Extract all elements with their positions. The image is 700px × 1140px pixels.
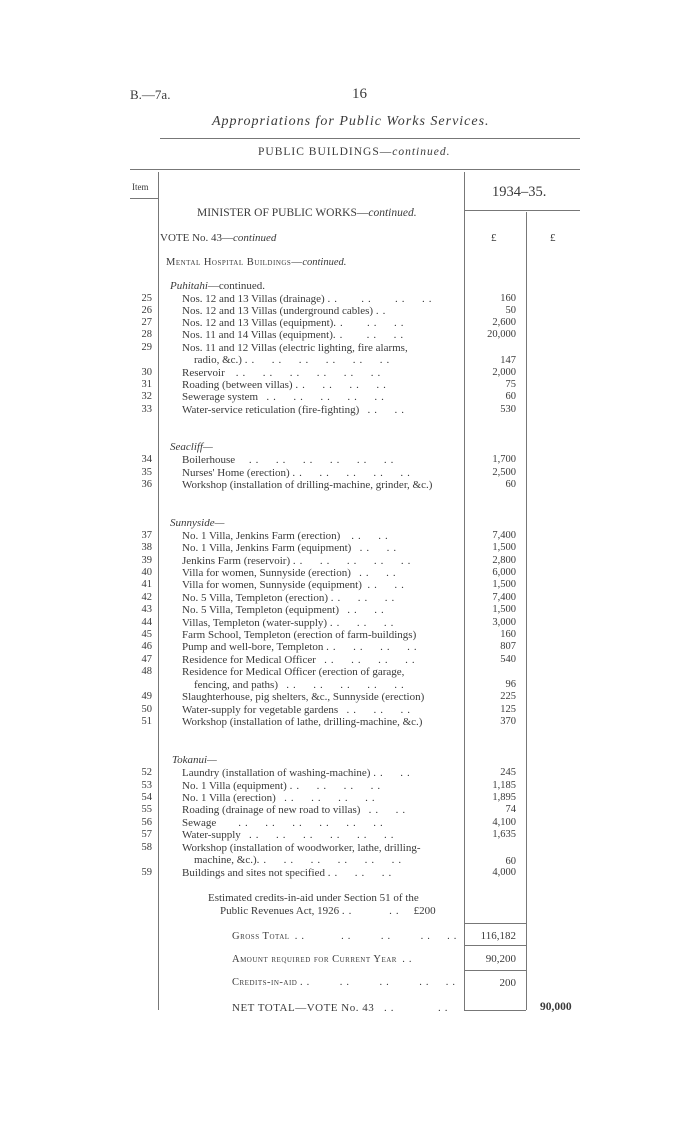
item-description: Slaughterhouse, pig shelters, &c., Sunnyside (erection) [182, 691, 425, 703]
item-number: 49 [141, 691, 152, 702]
item-description: Farm School, Templeton (erection of farm-buildings) [182, 629, 417, 641]
item-amount: 530 [500, 404, 516, 415]
amount-column-right-rule [526, 212, 527, 1010]
currency-symbol-1: £ [491, 232, 497, 244]
credits-row: Credits-in-aid .. .. .. .. .. [232, 977, 459, 988]
item-amount: 60 [505, 856, 516, 867]
item-number: 25 [141, 293, 152, 304]
puhitahi-heading-suffix: —continued. [207, 280, 266, 292]
item-description: Water-supply for vegetable gardens .. .. .. [182, 704, 414, 716]
item-description: Sewerage system .. .. .. .. .. [182, 391, 388, 403]
item-amount: 1,500 [492, 579, 516, 590]
item-amount: 160 [500, 629, 516, 640]
item-description: Residence for Medical Officer .. .. .. .. [182, 654, 419, 666]
item-number: 54 [141, 792, 152, 803]
item-number: 42 [141, 592, 152, 603]
item-number: 43 [141, 604, 152, 615]
group-heading-seacliff: Seacliff— [170, 441, 213, 453]
item-number: 38 [141, 542, 152, 553]
net-total-row: NET TOTAL—VOTE No. 43 .. .. [232, 1002, 452, 1014]
group-heading-puhitahi [170, 280, 265, 292]
item-description: Villa for women, Sunnyside (equipment) .. .. [182, 579, 408, 591]
item-description: Residence for Medical Officer (erection of garage, [182, 666, 405, 678]
item-amount: 60 [505, 479, 516, 490]
item-number: 39 [141, 555, 152, 566]
item-amount: 96 [505, 679, 516, 690]
item-amount: 1,500 [492, 542, 516, 553]
credits-amount: 200 [499, 977, 516, 989]
item-number: 33 [141, 404, 152, 415]
item-number: 53 [141, 780, 152, 791]
credits-note-line-1: Estimated credits-in-aid under Section 51 of the [208, 892, 419, 904]
item-amount: 147 [500, 355, 516, 366]
page-title: Appropriations for Public Works Services. [212, 114, 490, 129]
credits-note-amount: £200 [413, 905, 436, 917]
item-description-continued: radio, &c.) .. .. .. .. .. .. [194, 354, 394, 366]
group-heading-tokanui: Tokanui— [172, 754, 217, 766]
item-amount: 807 [500, 641, 516, 652]
year-header-rule [464, 210, 580, 211]
item-amount: 370 [500, 716, 516, 727]
item-description: Nos. 12 and 13 Villas (underground cables) .. [182, 305, 390, 317]
document-code: B.—7a. [130, 87, 171, 102]
item-amount: 7,400 [492, 530, 516, 541]
net-total-amount: 90,000 [540, 1001, 572, 1013]
item-description: Reservoir .. .. .. .. .. .. [182, 367, 385, 379]
item-description: Nos. 12 and 13 Villas (equipment).. .. .. [182, 317, 408, 329]
item-number: 27 [141, 317, 152, 328]
item-amount: 6,000 [492, 567, 516, 578]
item-number: 58 [141, 842, 152, 853]
item-number: 41 [141, 579, 152, 590]
item-number: 30 [141, 367, 152, 378]
item-description: No. 5 Villa, Templeton (erection) .. .. .. [182, 592, 399, 604]
item-amount: 2,500 [492, 467, 516, 478]
item-number: 34 [141, 454, 152, 465]
item-amount: 245 [500, 767, 516, 778]
section-continued: continued. [302, 257, 347, 268]
item-number: 57 [141, 829, 152, 840]
item-description: Workshop (installation of drilling-machine, grinder, &c.) [182, 479, 433, 491]
item-description: Villas, Templeton (water-supply) .. .. .. [182, 617, 398, 629]
item-number: 35 [141, 467, 152, 478]
item-number: 45 [141, 629, 152, 640]
group-heading-sunnyside: Sunnyside— [170, 517, 225, 529]
item-number: 40 [141, 567, 152, 578]
item-amount: 2,800 [492, 555, 516, 566]
vote-heading [160, 232, 276, 244]
item-amount: 1,895 [492, 792, 516, 803]
item-amount: 1,635 [492, 829, 516, 840]
item-description: Workshop (installation of woodworker, lathe, drilling- [182, 842, 421, 854]
item-number: 44 [141, 617, 152, 628]
item-number: 56 [141, 817, 152, 828]
item-amount: 3,000 [492, 617, 516, 628]
item-description: No. 1 Villa (equipment) .. .. .. .. [182, 780, 385, 792]
item-number: 51 [141, 716, 152, 727]
year-column-header: 1934–35. [492, 184, 547, 200]
item-amount: 125 [500, 704, 516, 715]
item-description: Pump and well-bore, Templeton .. .. .. .. [182, 641, 421, 653]
item-amount: 225 [500, 691, 516, 702]
ministry-heading [197, 207, 417, 219]
item-description-continued: machine, &c.).. .. .. .. .. .. [194, 854, 406, 866]
item-amount: 2,000 [492, 367, 516, 378]
item-description: Jenkins Farm (reservoir) .. .. .. .. .. [182, 555, 415, 567]
item-number: 28 [141, 329, 152, 340]
item-description: Nos. 12 and 13 Villas (drainage) .. .. .. .. [182, 293, 436, 305]
credits-note-act: Public Revenues Act, 1926 [220, 905, 340, 917]
item-number: 50 [141, 704, 152, 715]
item-column-header: Item [132, 182, 149, 192]
item-description: No. 1 Villa, Jenkins Farm (equipment) .. .. [182, 542, 401, 554]
page-number: 16 [352, 86, 367, 102]
item-description: Workshop (installation of lathe, drilling-machine, &c.) [182, 716, 423, 728]
item-amount: 4,000 [492, 867, 516, 878]
credits-label: Credits-in-aid [232, 977, 298, 988]
item-number: 47 [141, 654, 152, 665]
item-amount: 1,500 [492, 604, 516, 615]
item-description: Sewage .. .. .. .. .. .. [182, 817, 387, 829]
item-number: 59 [141, 867, 152, 878]
item-description: Water-service reticulation (fire-fighting) .. .. [182, 404, 409, 416]
item-amount: 75 [505, 379, 516, 390]
item-amount: 20,000 [487, 329, 516, 340]
ministry-main: MINISTER OF PUBLIC WORKS— [197, 207, 369, 219]
item-description: No. 1 Villa, Jenkins Farm (erection) .. .. [182, 530, 392, 542]
item-number: 32 [141, 391, 152, 402]
item-description: Water-supply .. .. .. .. .. .. [182, 829, 398, 841]
item-description: Buildings and sites not specified .. .. .. [182, 867, 396, 879]
currency-symbol-2: £ [550, 232, 556, 244]
vote-main: VOTE No. 43— [160, 232, 234, 244]
item-description: No. 5 Villa, Templeton (equipment) .. .. [182, 604, 388, 616]
item-amount: 4,100 [492, 817, 516, 828]
item-amount: 2,600 [492, 317, 516, 328]
item-amount: 74 [505, 804, 516, 815]
net-total-label: NET TOTAL—VOTE No. 43 [232, 1002, 375, 1014]
item-number: 31 [141, 379, 152, 390]
item-number: 52 [141, 767, 152, 778]
item-description: Nurses' Home (erection) .. .. .. .. .. [182, 467, 414, 479]
item-number: 55 [141, 804, 152, 815]
item-amount: 540 [500, 654, 516, 665]
section-heading [166, 257, 346, 268]
item-header-rule [130, 198, 158, 199]
item-number: 37 [141, 530, 152, 541]
section-main: Mental Hospital Buildings— [166, 257, 303, 268]
item-description: No. 1 Villa (erection) .. .. .. .. [182, 792, 379, 804]
item-number: 29 [141, 342, 152, 353]
subtitle-main: PUBLIC BUILDINGS— [258, 146, 393, 158]
page-subtitle [258, 146, 450, 158]
puhitahi-heading-name: Puhitahi [170, 280, 208, 292]
item-number: 46 [141, 641, 152, 652]
net-total-rule [464, 1010, 526, 1011]
item-amount: 60 [505, 391, 516, 402]
current-year-row: Amount required for Current Year .. [232, 954, 416, 965]
vote-continued: continued [233, 232, 277, 244]
subtitle-continued: continued. [392, 146, 451, 158]
item-description-continued: fencing, and paths) .. .. .. .. .. [194, 679, 408, 691]
item-amount: 1,185 [492, 780, 516, 791]
item-description: Roading (between villas) .. .. .. .. [182, 379, 390, 391]
credits-note-line-2: Public Revenues Act, 1926 .. .. £200 [220, 905, 436, 917]
item-number: 36 [141, 479, 152, 490]
item-description: Roading (drainage of new road to villas) .. .. [182, 804, 410, 816]
gross-total-top-rule [464, 923, 526, 924]
item-amount: 7,400 [492, 592, 516, 603]
item-amount: 160 [500, 293, 516, 304]
gross-total-label: Gross Total [232, 931, 290, 942]
item-description: Nos. 11 and 14 Villas (equipment).. .. .. [182, 329, 408, 341]
item-description: Nos. 11 and 12 Villas (electric lighting, fire alarms, [182, 342, 408, 354]
current-year-label: Amount required for Current Year [232, 954, 397, 965]
item-description: Laundry (installation of washing-machine) .. .. [182, 767, 414, 779]
item-description: Boilerhouse .. .. .. .. .. .. [182, 454, 398, 466]
item-number: 26 [141, 305, 152, 316]
item-amount: 1,700 [492, 454, 516, 465]
current-year-amount: 90,200 [485, 953, 516, 965]
item-description: Villa for women, Sunnyside (erection) .. .. [182, 567, 400, 579]
item-number: 48 [141, 666, 152, 677]
gross-total-row: Gross Total .. .. .. .. .. [232, 931, 461, 942]
item-amount: 50 [505, 305, 516, 316]
ministry-continued: continued. [368, 207, 417, 219]
item-column-divider [158, 172, 159, 1010]
title-rule [160, 138, 580, 139]
credits-top-rule [464, 970, 526, 971]
gross-total-amount: 116,182 [480, 930, 516, 942]
current-year-top-rule [464, 945, 526, 946]
table-top-rule [130, 169, 580, 170]
